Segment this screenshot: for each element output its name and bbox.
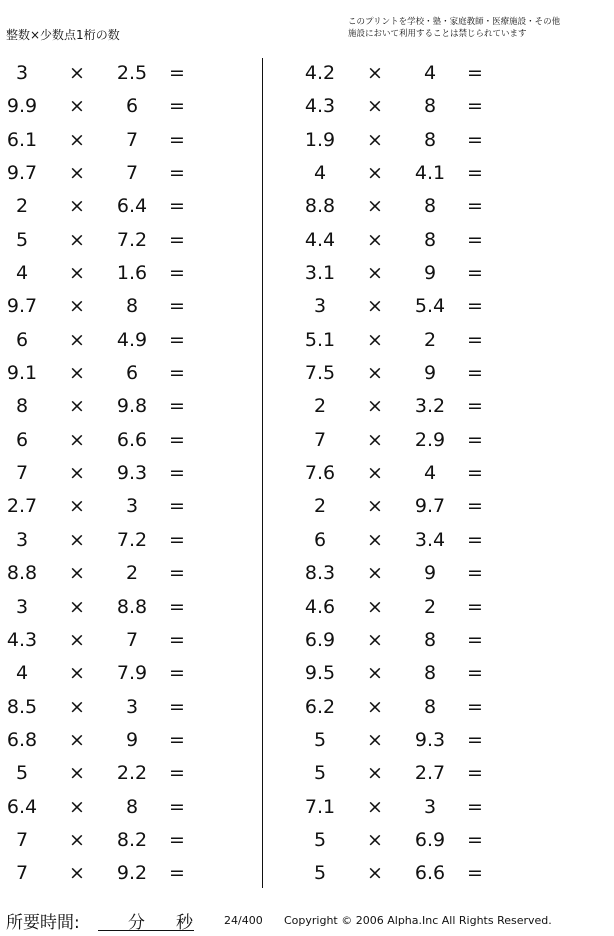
equals-sign: = — [169, 828, 185, 851]
problem-row — [286, 656, 526, 689]
operand-2: 2.2 — [116, 762, 148, 785]
equals-sign: = — [169, 162, 185, 185]
times-sign: × — [69, 595, 85, 618]
times-sign: × — [69, 295, 85, 318]
operand-2: 9 — [423, 362, 437, 385]
problem-row — [0, 656, 240, 689]
operand-2: 7.2 — [116, 528, 148, 551]
operand-2: 9 — [423, 562, 437, 585]
operand-2: 7 — [125, 128, 139, 151]
times-sign: × — [69, 562, 85, 585]
times-sign: × — [367, 362, 383, 385]
equals-sign: = — [467, 295, 483, 318]
equals-sign: = — [467, 628, 483, 651]
times-sign: × — [69, 228, 85, 251]
times-sign: × — [367, 695, 383, 718]
column-divider — [262, 58, 263, 888]
times-sign: × — [69, 695, 85, 718]
times-sign: × — [69, 428, 85, 451]
operand-1: 3 — [15, 595, 29, 618]
times-sign: × — [367, 662, 383, 685]
operand-2: 9.2 — [116, 862, 148, 885]
operand-1: 7.1 — [304, 795, 336, 818]
times-sign: × — [69, 495, 85, 518]
problem-row — [286, 456, 526, 489]
problem-row — [286, 189, 526, 222]
operand-2: 2 — [125, 562, 139, 585]
equals-sign: = — [169, 762, 185, 785]
times-sign: × — [69, 128, 85, 151]
operand-2: 3.2 — [414, 395, 446, 418]
problem-row — [0, 823, 240, 856]
operand-1: 8 — [15, 395, 29, 418]
operand-1: 9.5 — [304, 662, 336, 685]
times-sign: × — [367, 462, 383, 485]
times-sign: × — [367, 528, 383, 551]
operand-2: 2 — [423, 328, 437, 351]
problem-row — [0, 423, 240, 456]
problem-row — [0, 389, 240, 422]
problem-row — [286, 89, 526, 122]
times-sign: × — [367, 395, 383, 418]
problem-row — [286, 523, 526, 556]
equals-sign: = — [169, 328, 185, 351]
equals-sign: = — [169, 562, 185, 585]
operand-2: 4 — [423, 462, 437, 485]
equals-sign: = — [169, 228, 185, 251]
operand-2: 8 — [423, 662, 437, 685]
usage-notice — [348, 16, 588, 40]
equals-sign: = — [467, 662, 483, 685]
equals-sign: = — [169, 362, 185, 385]
operand-2: 3 — [125, 695, 139, 718]
operand-2: 8 — [423, 128, 437, 151]
problem-row — [0, 523, 240, 556]
equals-sign: = — [169, 495, 185, 518]
problem-row — [0, 89, 240, 122]
problem-row — [0, 223, 240, 256]
operand-1: 7 — [313, 428, 327, 451]
operand-1: 5 — [313, 862, 327, 885]
times-sign: × — [69, 795, 85, 818]
operand-1: 6.4 — [6, 795, 38, 818]
problem-row — [0, 590, 240, 623]
operand-1: 5 — [15, 228, 29, 251]
operand-1: 8.3 — [304, 562, 336, 585]
times-sign: × — [69, 862, 85, 885]
problem-row — [286, 123, 526, 156]
equals-sign: = — [467, 195, 483, 218]
operand-1: 4.3 — [6, 628, 38, 651]
equals-sign: = — [169, 128, 185, 151]
operand-1: 5 — [15, 762, 29, 785]
problem-row — [286, 323, 526, 356]
times-sign: × — [69, 762, 85, 785]
equals-sign: = — [467, 595, 483, 618]
problem-row — [286, 690, 526, 723]
equals-sign: = — [467, 362, 483, 385]
problem-row — [286, 223, 526, 256]
times-sign: × — [69, 728, 85, 751]
operand-2: 8 — [423, 695, 437, 718]
operand-2: 8.8 — [116, 595, 148, 618]
operand-2: 6 — [125, 95, 139, 118]
problem-row — [0, 356, 240, 389]
copyright-notice: Copyright © 2006 Alpha.Inc All Rights Reserved. — [284, 914, 552, 927]
problem-row — [286, 289, 526, 322]
operand-2: 9 — [423, 262, 437, 285]
operand-2: 7.2 — [116, 228, 148, 251]
operand-1: 5 — [313, 828, 327, 851]
operand-2: 8.2 — [116, 828, 148, 851]
operand-2: 6.6 — [116, 428, 148, 451]
equals-sign: = — [467, 162, 483, 185]
equals-sign: = — [467, 428, 483, 451]
problem-column-right — [286, 56, 526, 890]
times-sign: × — [367, 728, 383, 751]
problem-row — [286, 623, 526, 656]
operand-1: 2 — [313, 495, 327, 518]
problem-row — [0, 723, 240, 756]
operand-2: 8 — [423, 195, 437, 218]
operand-2: 3 — [423, 795, 437, 818]
operand-1: 9.7 — [6, 162, 38, 185]
equals-sign: = — [169, 195, 185, 218]
equals-sign: = — [467, 728, 483, 751]
times-sign: × — [69, 328, 85, 351]
operand-2: 9.8 — [116, 395, 148, 418]
problem-row — [286, 590, 526, 623]
times-sign: × — [367, 195, 383, 218]
operand-2: 6.9 — [414, 828, 446, 851]
equals-sign: = — [467, 695, 483, 718]
operand-2: 1.6 — [116, 262, 148, 285]
problem-row — [286, 56, 526, 89]
operand-1: 9.7 — [6, 295, 38, 318]
equals-sign: = — [169, 862, 185, 885]
operand-2: 7.9 — [116, 662, 148, 685]
equals-sign: = — [169, 395, 185, 418]
equals-sign: = — [467, 495, 483, 518]
operand-1: 6 — [313, 528, 327, 551]
times-sign: × — [69, 62, 85, 84]
operand-1: 3.1 — [304, 262, 336, 285]
times-sign: × — [367, 95, 383, 118]
operand-1: 2 — [313, 395, 327, 418]
equals-sign: = — [467, 528, 483, 551]
operand-1: 4.4 — [304, 228, 336, 251]
equals-sign: = — [467, 262, 483, 285]
equals-sign: = — [169, 628, 185, 651]
operand-1: 5.1 — [304, 328, 336, 351]
equals-sign: = — [467, 462, 483, 485]
operand-2: 6 — [125, 362, 139, 385]
equals-sign: = — [467, 828, 483, 851]
times-sign: × — [367, 262, 383, 285]
problem-row — [286, 156, 526, 189]
operand-1: 6.2 — [304, 695, 336, 718]
operand-1: 9.1 — [6, 362, 38, 385]
problem-row — [0, 456, 240, 489]
equals-sign: = — [169, 695, 185, 718]
times-sign: × — [69, 162, 85, 185]
problem-row — [286, 823, 526, 856]
problem-row — [286, 356, 526, 389]
operand-1: 8.8 — [304, 195, 336, 218]
times-sign: × — [367, 128, 383, 151]
operand-2: 2.7 — [414, 762, 446, 785]
operand-2: 8 — [423, 95, 437, 118]
operand-1: 4 — [15, 262, 29, 285]
equals-sign: = — [169, 595, 185, 618]
equals-sign: = — [467, 62, 483, 84]
equals-sign: = — [169, 428, 185, 451]
operand-2: 8 — [423, 628, 437, 651]
operand-2: 2.9 — [414, 428, 446, 451]
equals-sign: = — [169, 262, 185, 285]
operand-2: 7 — [125, 162, 139, 185]
equals-sign: = — [169, 795, 185, 818]
problem-row — [286, 423, 526, 456]
problem-row — [0, 690, 240, 723]
operand-2: 7 — [125, 628, 139, 651]
operand-2: 2 — [423, 595, 437, 618]
times-sign: × — [367, 562, 383, 585]
problem-row — [286, 723, 526, 756]
equals-sign: = — [467, 795, 483, 818]
problem-row — [0, 56, 240, 89]
operand-1: 7 — [15, 828, 29, 851]
operand-2: 6.6 — [414, 862, 446, 885]
worksheet-title: 整数×少数点1桁の数 — [6, 28, 120, 42]
minutes-label: 分 — [128, 913, 145, 933]
usage-notice-line-2: 施設において利用することは禁じられています — [348, 29, 527, 39]
times-sign: × — [69, 462, 85, 485]
footer — [6, 908, 606, 932]
equals-sign: = — [467, 562, 483, 585]
times-sign: × — [367, 762, 383, 785]
times-sign: × — [69, 195, 85, 218]
times-sign: × — [367, 328, 383, 351]
operand-1: 6 — [15, 328, 29, 351]
problem-row — [0, 623, 240, 656]
problem-row — [286, 256, 526, 289]
times-sign: × — [367, 495, 383, 518]
times-sign: × — [367, 62, 383, 84]
problem-row — [286, 489, 526, 522]
problem-row — [0, 323, 240, 356]
equals-sign: = — [467, 328, 483, 351]
operand-2: 8 — [125, 795, 139, 818]
equals-sign: = — [467, 395, 483, 418]
problem-row — [0, 756, 240, 789]
times-sign: × — [367, 795, 383, 818]
seconds-label: 秒 — [176, 913, 193, 933]
problem-row — [0, 856, 240, 889]
times-sign: × — [367, 628, 383, 651]
problem-row — [0, 790, 240, 823]
operand-1: 7 — [15, 462, 29, 485]
operand-1: 2 — [15, 195, 29, 218]
operand-1: 7.5 — [304, 362, 336, 385]
equals-sign: = — [467, 95, 483, 118]
problem-row — [286, 556, 526, 589]
operand-2: 9.3 — [414, 728, 446, 751]
operand-1: 4 — [15, 662, 29, 685]
problem-row — [286, 856, 526, 889]
times-sign: × — [69, 395, 85, 418]
times-sign: × — [367, 295, 383, 318]
equals-sign: = — [169, 728, 185, 751]
usage-notice-line-1: このプリントを学校・塾・家庭教師・医療施設・その他 — [348, 17, 561, 27]
times-sign: × — [69, 262, 85, 285]
problem-row — [0, 556, 240, 589]
operand-2: 5.4 — [414, 295, 446, 318]
times-sign: × — [69, 662, 85, 685]
times-sign: × — [367, 828, 383, 851]
times-sign: × — [367, 228, 383, 251]
operand-1: 6.8 — [6, 728, 38, 751]
operand-1: 5 — [313, 762, 327, 785]
operand-1: 4.3 — [304, 95, 336, 118]
times-sign: × — [69, 828, 85, 851]
equals-sign: = — [467, 762, 483, 785]
operand-2: 4.9 — [116, 328, 148, 351]
operand-2: 2.5 — [116, 62, 148, 84]
operand-2: 8 — [423, 228, 437, 251]
equals-sign: = — [169, 528, 185, 551]
equals-sign: = — [169, 62, 185, 84]
operand-1: 8.5 — [6, 695, 38, 718]
operand-1: 7.6 — [304, 462, 336, 485]
operand-2: 4 — [423, 62, 437, 84]
equals-sign: = — [467, 128, 483, 151]
problem-row — [0, 189, 240, 222]
operand-2: 9.7 — [414, 495, 446, 518]
times-sign: × — [69, 362, 85, 385]
times-sign: × — [367, 862, 383, 885]
time-required-label: 所要時間: — [6, 913, 80, 933]
operand-1: 6.1 — [6, 128, 38, 151]
problem-row — [0, 256, 240, 289]
equals-sign: = — [169, 295, 185, 318]
equals-sign: = — [169, 662, 185, 685]
operand-1: 3 — [313, 295, 327, 318]
operand-1: 4 — [313, 162, 327, 185]
problem-column-left — [0, 56, 240, 890]
equals-sign: = — [467, 862, 483, 885]
operand-1: 6 — [15, 428, 29, 451]
problem-row — [286, 756, 526, 789]
operand-2: 4.1 — [414, 162, 446, 185]
times-sign: × — [367, 162, 383, 185]
operand-1: 3 — [15, 528, 29, 551]
times-sign: × — [367, 595, 383, 618]
operand-1: 3 — [15, 62, 29, 84]
operand-2: 3.4 — [414, 528, 446, 551]
times-sign: × — [69, 95, 85, 118]
times-sign: × — [69, 628, 85, 651]
page-number: 24/400 — [224, 914, 263, 927]
operand-1: 5 — [313, 728, 327, 751]
operand-1: 1.9 — [304, 128, 336, 151]
times-sign: × — [367, 428, 383, 451]
equals-sign: = — [467, 228, 483, 251]
operand-1: 2.7 — [6, 495, 38, 518]
problem-row — [0, 123, 240, 156]
equals-sign: = — [169, 462, 185, 485]
problem-row — [0, 489, 240, 522]
operand-2: 3 — [125, 495, 139, 518]
problem-row — [0, 156, 240, 189]
operand-1: 6.9 — [304, 628, 336, 651]
operand-1: 4.6 — [304, 595, 336, 618]
operand-2: 8 — [125, 295, 139, 318]
operand-1: 9.9 — [6, 95, 38, 118]
operand-1: 4.2 — [304, 62, 336, 84]
operand-2: 9 — [125, 728, 139, 751]
equals-sign: = — [169, 95, 185, 118]
problem-row — [286, 389, 526, 422]
problem-row — [286, 790, 526, 823]
operand-1: 8.8 — [6, 562, 38, 585]
operand-1: 7 — [15, 862, 29, 885]
operand-2: 9.3 — [116, 462, 148, 485]
operand-2: 6.4 — [116, 195, 148, 218]
times-sign: × — [69, 528, 85, 551]
problem-row — [0, 289, 240, 322]
